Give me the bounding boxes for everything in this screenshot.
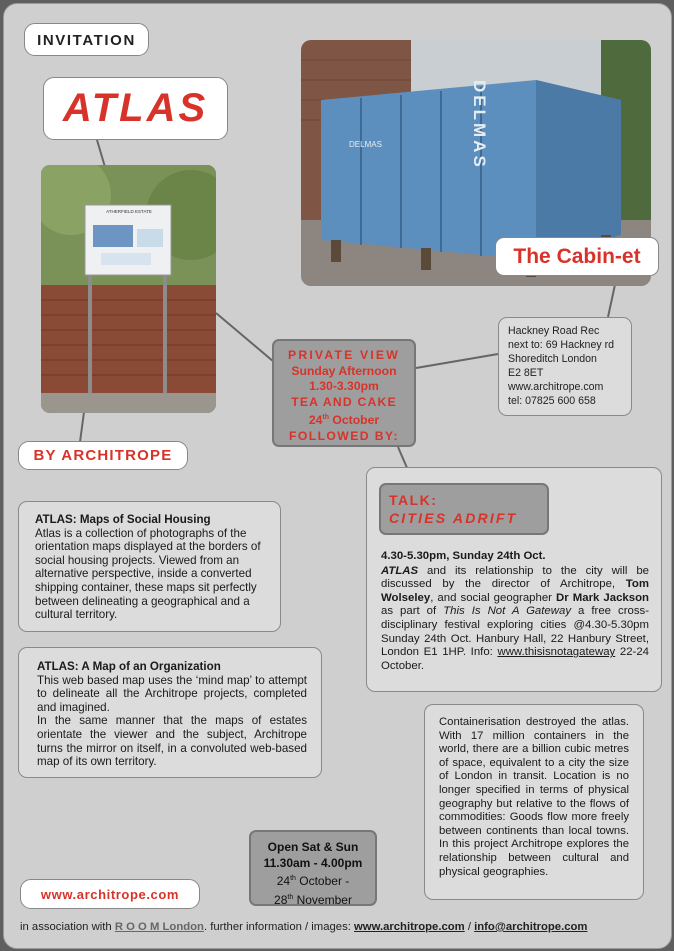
talk-description: ATLAS and its relationship to the city will be discussed by the director of Architrope, Tom Wolseley, and social geographer Dr Mark Jackson as part of This Is Not A Gateway a free cross-disciplinary festival exploring cities @4.30-5.30pm Sunday 24th Oct. Hanbury Hall, 22 Hanbury Street, London E1 1HP. Info: www.thisisnotagateway 22-24 October.: [381, 564, 650, 672]
byline-tag: [18, 441, 188, 470]
footer-prefix: in association with: [20, 921, 115, 933]
opening-days: Open Sat & Sun: [267, 840, 359, 854]
container-caption: The Cabin-et: [513, 245, 641, 268]
address-line: next to: 69 Hackney rd: [508, 339, 614, 351]
private-view-box: [272, 339, 416, 447]
footer-separator: /: [464, 921, 475, 933]
opening-end: 28th November: [274, 892, 352, 907]
private-view-followed: FOLLOWED BY:: [289, 429, 399, 444]
organization-body-2: In the same manner that the maps of estates orientate the viewer and the subject, Architrope turns the mirror on itself, in a convoluted web-based map of its own territory.: [37, 714, 307, 769]
address-website: www.architrope.com: [508, 381, 604, 393]
address-box: [498, 317, 632, 416]
social-housing-box: [18, 501, 281, 632]
organization-body-1: This web based map uses the ‘mind map’ to attempt to delineate all the Architrope projects, completed and imagined.: [37, 673, 307, 714]
private-view-tea: TEA AND CAKE: [291, 394, 397, 409]
opening-times-box: [249, 830, 377, 906]
private-view-heading: PRIVATE VIEW: [288, 348, 400, 362]
footer-email-link[interactable]: info@architrope.com: [474, 921, 588, 933]
container-label-side: DELMAS: [470, 80, 489, 170]
opening-start: 24th October -: [276, 874, 350, 888]
organization-box: [18, 647, 322, 778]
talk-time: 4.30-5.30pm, Sunday 24th Oct.: [381, 550, 546, 562]
address-line: Shoreditch London: [508, 353, 597, 365]
website-tag: [20, 879, 200, 909]
container-label-end: DELMAS: [349, 140, 382, 149]
address-line: E2 8ET: [508, 367, 544, 379]
footer-website-link[interactable]: www.architrope.com: [354, 921, 465, 933]
invitation-page: [3, 3, 672, 949]
social-housing-body: Atlas is a collection of photographs of the orientation maps displayed at the borders of social housing projects. Viewed from an alternative perspective, inside a converted shipping container, these maps sit perfectly between delineating a geographical and a cultural territory.: [35, 526, 261, 622]
room-link[interactable]: R O O M London: [114, 921, 204, 933]
private-view-time: 1.30-3.30pm: [309, 379, 379, 394]
talk-title: CITIES ADRIFT: [389, 510, 518, 526]
invitation-label: INVITATION: [37, 32, 136, 49]
social-housing-heading: ATLAS: Maps of Social Housing: [35, 513, 211, 526]
talk-title-box: [379, 483, 549, 535]
estate-sign-illustration: [41, 165, 216, 413]
title-box: [43, 77, 228, 140]
sign-title: ATHERFIELD ESTATE: [106, 209, 152, 214]
invitation-tag: [24, 23, 149, 56]
opening-hours: 11.30am - 4.00pm: [263, 855, 363, 870]
container-caption-tag: [495, 237, 659, 276]
page-title: ATLAS: [62, 86, 209, 130]
private-view-day: Sunday Afternoon: [291, 363, 397, 378]
private-view-date: 24th October: [308, 413, 380, 428]
address-line: Hackney Road Rec: [508, 325, 600, 337]
organization-heading: ATLAS: A Map of an Organization: [37, 660, 221, 673]
byline: BY ARCHITROPE: [33, 447, 173, 464]
website-link[interactable]: www.architrope.com: [40, 887, 180, 902]
talk-label: TALK:: [389, 492, 438, 508]
estate-sign-photo: [41, 165, 216, 413]
address-phone: tel: 07825 600 658: [508, 395, 596, 407]
footer-middle: . further information / images:: [203, 921, 354, 933]
festival-link[interactable]: www.thisisnotagateway: [497, 646, 616, 659]
containerisation-box: [424, 704, 644, 900]
footer: [20, 921, 660, 933]
talk-details: [381, 550, 649, 673]
containerisation-body: Containerisation destroyed the atlas. With 17 million containers in the world, there are a billion cubic metres of space, equivalent to a city the size of London in transit. Location is no longer specified in terms of physical geography but relative to the flows of commodities: Goods flow more freely between continents than local towns. In this project Architrope explores the relationship between cultural and physical geographies.: [439, 716, 629, 878]
